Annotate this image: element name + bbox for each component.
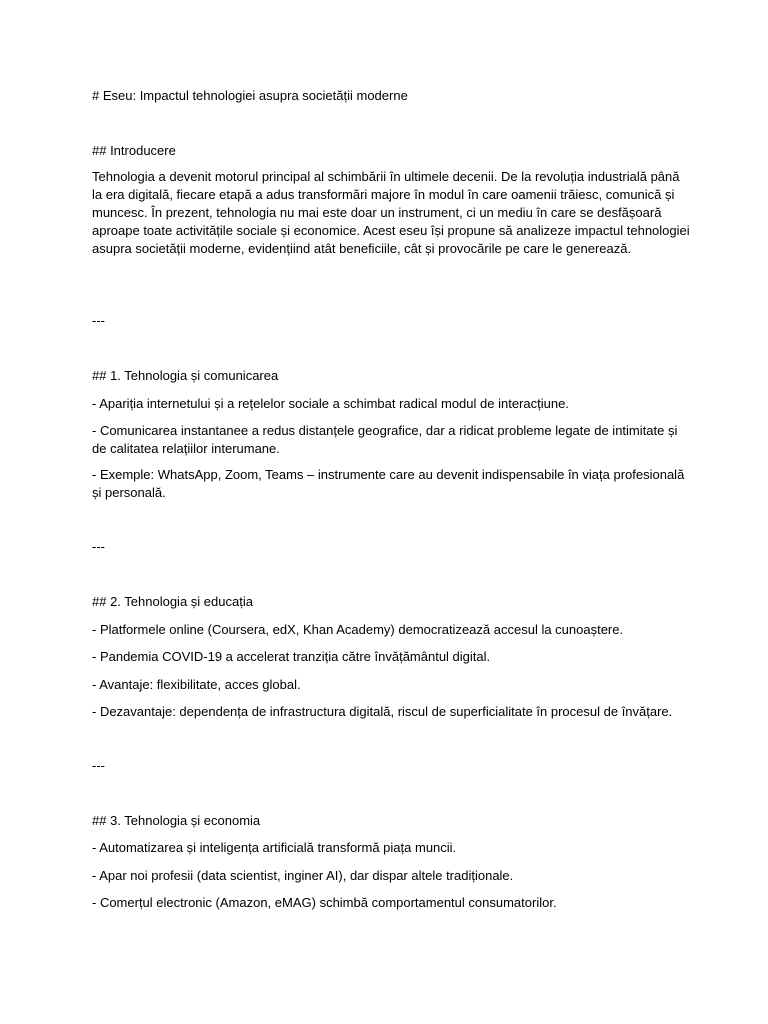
section-1-item: - Exemple: WhatsApp, Zoom, Teams – instrumente care au devenit indispensabile în viața profesională și personală. [92, 467, 685, 500]
document-title: # Eseu: Impactul tehnologiei asupra societății moderne [92, 88, 408, 103]
section-1-item: - Apariția internetului și a rețelelor sociale a schimbat radical modul de interacțiune. [92, 396, 569, 411]
separator: --- [92, 313, 105, 328]
section-3-heading: ## 3. Tehnologia și economia [92, 813, 261, 828]
separator: --- [92, 758, 105, 773]
section-2-item: - Pandemia COVID-19 a accelerat tranziția către învățământul digital. [92, 649, 491, 664]
section-1-heading: ## 1. Tehnologia și comunicarea [92, 368, 279, 383]
section-3-item: - Apar noi profesii (data scientist, inginer AI), dar dispar altele tradiționale. [92, 868, 514, 883]
section-1-item: - Comunicarea instantanee a redus distanțele geografice, dar a ridicat probleme legate de intimitate și de calitatea relațiilor interumane. [92, 423, 678, 456]
section-2-item: - Dezavantaje: dependența de infrastructura digitală, riscul de superficialitate în procesul de învățare. [92, 704, 673, 719]
section-2-item: - Platformele online (Coursera, edX, Khan Academy) democratizează accesul la cunoaștere. [92, 622, 624, 637]
intro-heading: ## Introducere [92, 143, 176, 158]
section-2-item: - Avantaje: flexibilitate, acces global. [92, 677, 301, 692]
section-3-item: - Comerțul electronic (Amazon, eMAG) schimbă comportamentul consumatorilor. [92, 895, 557, 910]
separator: --- [92, 539, 105, 554]
section-2-heading: ## 2. Tehnologia și educația [92, 594, 253, 609]
section-3-item: - Automatizarea și inteligența artificială transformă piața muncii. [92, 840, 457, 855]
intro-paragraph: Tehnologia a devenit motorul principal al schimbării în ultimele decenii. De la revoluția industrială până la era digitală, fiecare etapă a adus transformări majore în modul în care oamenii trăiesc, comunică și muncesc. În prezent, tehnologia nu mai este doar un instrument, ci un mediu în care se desfășoară aproape toate activitățile sociale și economice. Acest eseu își propune să analizeze impactul tehnologiei asupra societății moderne, evidențiind atât beneficiile, cât și provocările pe care le generează. [92, 169, 690, 256]
